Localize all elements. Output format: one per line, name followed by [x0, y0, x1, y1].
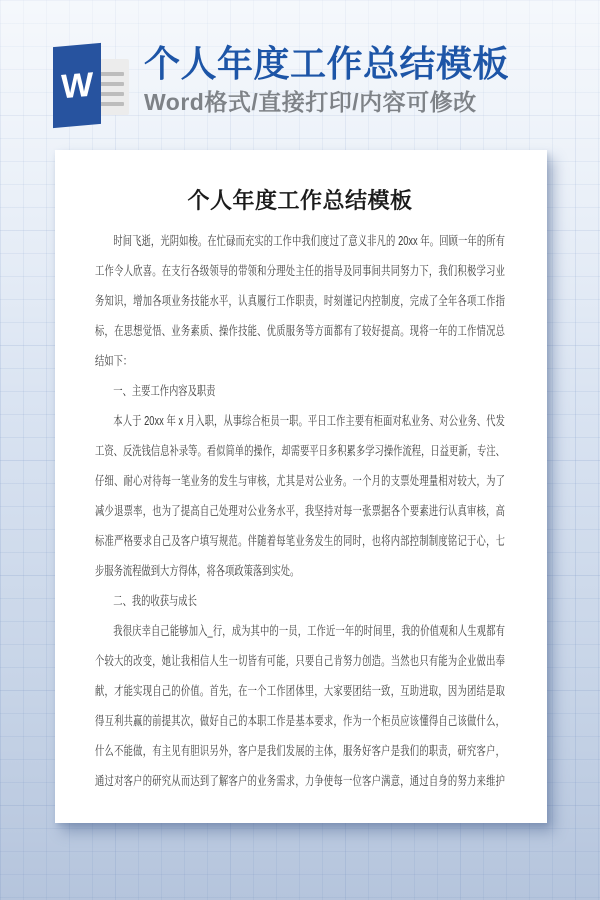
doc-heading: 二、我的收获与成长 [113, 594, 197, 608]
doc-heading: 一、主要工作内容及职责 [113, 384, 216, 398]
doc-line: 结如下： [95, 354, 133, 368]
sheet-line-icon [99, 72, 124, 76]
doc-line: 工资、反洗钱信息补录等。看似简单的操作，却需要平日多积累多学习操作流程，日益更新，专注、 [95, 444, 505, 458]
doc-line: 步服务流程做到大方得体，将各项政策落到实处。 [95, 564, 300, 578]
doc-line: 通过对客户的研究从而达到了解客户的业务需求，力争使每一位客户满意，通过自身的努力来维护 [95, 774, 505, 788]
header-title: 个人年度工作总结模板 [144, 43, 510, 84]
doc-line: 仔细、耐心对待每一笔业务的发生与审核，尤其是对公业务。一个月的支票处理量相对较大，为了 [95, 474, 505, 488]
sheet-line-icon [99, 82, 124, 86]
sheet-line-icon [99, 92, 124, 96]
sheet-line-icon [99, 102, 124, 106]
word-icon [45, 40, 129, 130]
doc-line: 本人于 20xx 年 x 月入职，从事综合柜员一职。平日工作主要有柜面对私业务、对公业务、代发 [113, 414, 505, 428]
doc-line: 标，在思想觉悟、业务素质、操作技能、优质服务等方面都有了较好提高。现将一年的工作情况总 [95, 324, 505, 338]
doc-line: 时间飞逝，光阴如梭。在忙碌而充实的工作中我们度过了意义非凡的 20xx 年。回顾一年的所有 [113, 234, 505, 248]
header-text-block [144, 43, 510, 115]
header-subtitle: Word格式/直接打印/内容可修改 [144, 89, 477, 115]
doc-line: 标准严格要求自己及客户填写规范。伴随着每笔业务发生的同时，也将内部控制制度铭记于心，七 [95, 534, 505, 548]
doc-line: 我很庆幸自己能够加入_行，成为其中的一员，工作近一年的时间里，我的价值观和人生观都有 [113, 624, 505, 638]
doc-line: 献，才能实现自己的价值。首先，在一个工作团体里，大家要团结一致，互助进取，因为团结是取 [95, 684, 505, 698]
document-page [55, 150, 547, 823]
document-title: 个人年度工作总结模板 [187, 188, 413, 213]
doc-line: 工作令人欣喜。在支行各级领导的带领和分理处主任的指导及同事间共同努力下，我们积极学习业 [95, 264, 505, 278]
doc-line: 什么不能做，有主见有胆识另外，客户是我们发展的主体，服务好客户是我们的职责，研究客户， [95, 744, 505, 758]
promo-header [0, 0, 600, 150]
word-w-icon: W [53, 43, 101, 128]
doc-line: 得互利共赢的前提其次，做好自己的本职工作是基本要求，作为一个柜员应该懂得自己该做什么， [95, 714, 505, 728]
doc-line: 务知识，增加各项业务技能水平，认真履行工作职责，时刻谨记内控制度，完成了全年各项工作指 [95, 294, 505, 308]
doc-line: 个较大的改变，她让我相信人生一切皆有可能，只要自己肯努力创造。当然也只有能为企业做出奉 [95, 654, 505, 668]
doc-line: 减少退票率，也为了提高自己处理对公业务水平，我坚持对每一张票据各个要素进行认真审核，高 [95, 504, 505, 518]
